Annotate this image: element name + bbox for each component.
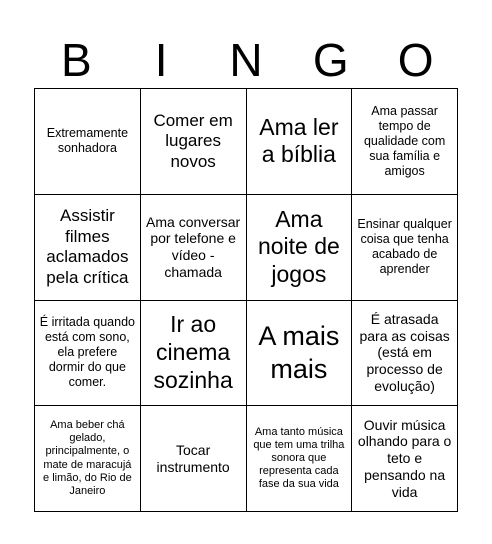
bingo-cell[interactable]	[352, 89, 458, 195]
bingo-board	[34, 88, 458, 512]
header-letter-b: B	[61, 34, 92, 86]
bingo-cell-text: Ouvir música olhando para o teto e pensando na vida	[357, 416, 452, 500]
header-letter-g: G	[312, 34, 349, 86]
bingo-cell[interactable]	[35, 406, 141, 512]
bingo-cell-text: Ama conversar por telefone e vídeo - chamada	[146, 213, 241, 280]
bingo-cell-text: Tocar instrumento	[156, 441, 230, 475]
bingo-cell-text: Ama passar tempo de qualidade com sua família e amigos	[363, 103, 446, 178]
bingo-cell-text: A mais mais	[258, 321, 340, 384]
bingo-cell-text: Ama ler a bíblia	[259, 113, 339, 168]
bingo-cell[interactable]	[247, 89, 353, 195]
bingo-cell-text: É atrasada para as coisas (está em processo de evolução)	[359, 310, 450, 395]
bingo-cell[interactable]	[247, 195, 353, 301]
bingo-header	[34, 30, 458, 90]
bingo-cell[interactable]	[35, 89, 141, 195]
bingo-cell-text: Assistir filmes aclamados pela crítica	[46, 206, 129, 287]
bingo-cell[interactable]	[35, 301, 141, 407]
bingo-cell[interactable]	[352, 301, 458, 407]
header-letter-n: N	[229, 34, 263, 86]
header-letter-i: I	[154, 34, 168, 86]
bingo-cell-text: Ama noite de jogos	[257, 205, 340, 287]
bingo-cell-text: Ir ao cinema sozinha	[153, 311, 233, 393]
bingo-cell[interactable]	[352, 195, 458, 301]
bingo-cell-text: Ama beber chá gelado, principalmente, o mate de maracujá e limão, do Rio de Janeiro	[43, 419, 132, 497]
bingo-cell-text: Comer em lugares novos	[153, 110, 233, 171]
header-letter-o: O	[397, 34, 434, 86]
bingo-cell[interactable]	[352, 406, 458, 512]
bingo-cell[interactable]	[247, 301, 353, 407]
bingo-cell-text: Ensinar qualquer coisa que tenha acabado de aprender	[357, 217, 452, 277]
bingo-cell[interactable]	[35, 195, 141, 301]
bingo-cell[interactable]	[141, 301, 247, 407]
bingo-cell[interactable]	[247, 406, 353, 512]
bingo-cell-text: Extremamente sonhadora	[46, 126, 129, 156]
bingo-cell[interactable]	[141, 89, 247, 195]
bingo-cell[interactable]	[141, 195, 247, 301]
bingo-cell-text: Ama tanto música que tem uma trilha sonora que representa cada fase da sua vida	[253, 425, 345, 491]
bingo-cell[interactable]	[141, 406, 247, 512]
bingo-cell-text: É irritada quando está com sono, ela prefere dormir do que comer.	[39, 315, 135, 390]
